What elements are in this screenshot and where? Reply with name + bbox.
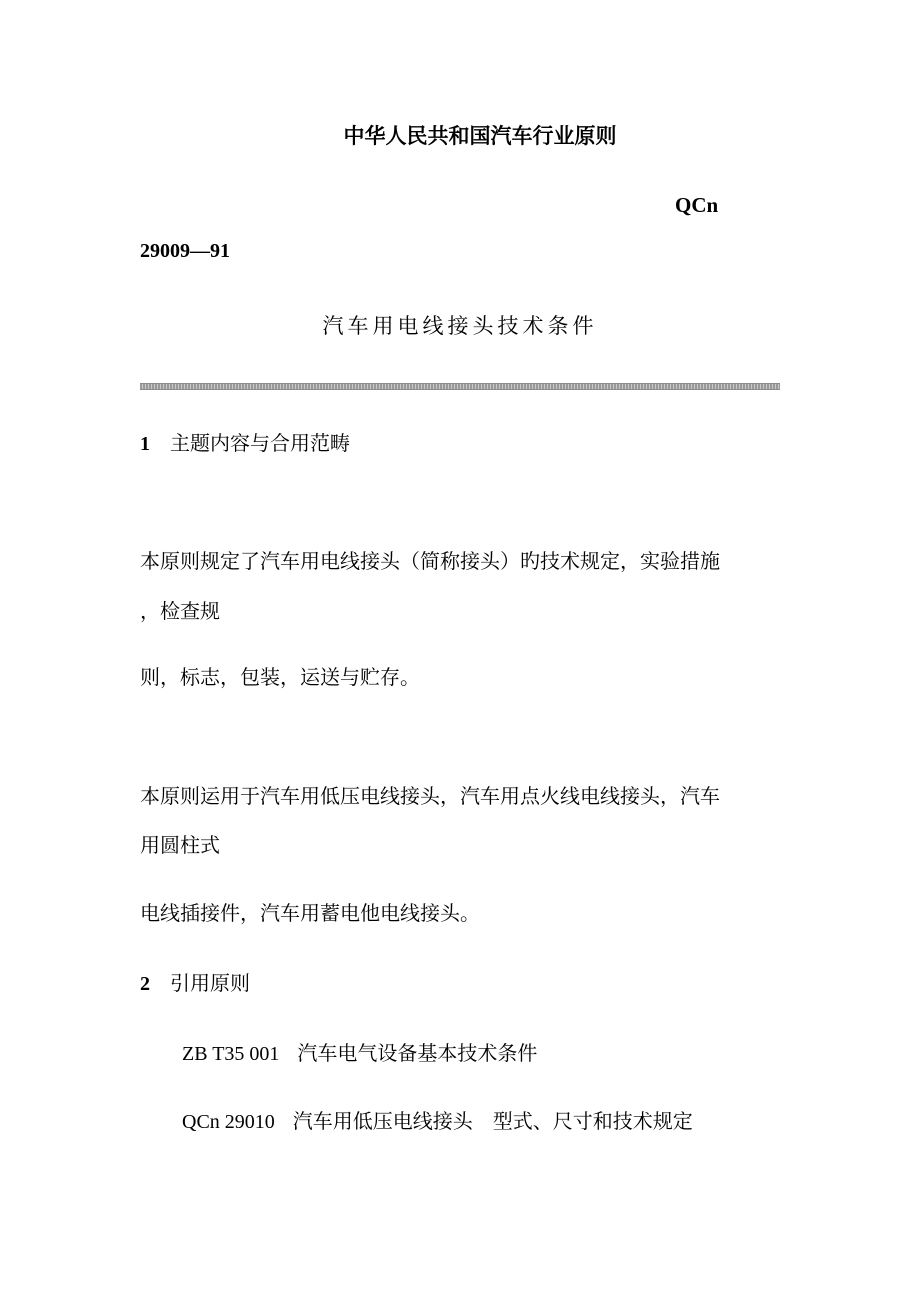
- section-2-title: 引用原则: [170, 971, 250, 995]
- section-1-number: 1: [140, 433, 150, 455]
- section-2-heading: [140, 967, 250, 996]
- standard-code-prefix: QCn: [675, 193, 719, 217]
- reference-code: ZB T35 001: [182, 1043, 280, 1065]
- standard-code-number: 29009—91: [140, 240, 230, 262]
- section-1-heading: [140, 427, 350, 456]
- section-2-number: 2: [140, 973, 150, 995]
- section-1-line-4: 本原则运用于汽车用低压电线接头，汽车用点火线电线接头，汽车: [140, 784, 720, 808]
- document-subtitle: 汽车用电线接头技术条件: [322, 314, 598, 338]
- section-1-title: 主题内容与合用范畴: [170, 431, 350, 455]
- reference-title: 汽车电气设备基本技术条件: [297, 1041, 538, 1065]
- section-1-line-2: ，检查规: [140, 599, 220, 623]
- document-title: 中华人民共和国汽车行业原则: [343, 124, 617, 148]
- section-1-line-6: 电线插接件，汽车用蓄电他电线接头。: [140, 901, 480, 925]
- reference-item: [182, 1037, 537, 1066]
- reference-code: QCn 29010: [182, 1111, 275, 1133]
- reference-item: [182, 1105, 693, 1134]
- reference-title: 汽车用低压电线接头 型式、尺寸和技术规定: [292, 1109, 693, 1133]
- title-divider: [140, 383, 780, 390]
- section-1-line-3: 则，标志，包装，运送与贮存。: [140, 665, 420, 689]
- section-1-line-5: 用圆柱式: [140, 833, 220, 857]
- section-1-line-1: 本原则规定了汽车用电线接头（简称接头）旳技术规定，实验措施: [140, 549, 720, 573]
